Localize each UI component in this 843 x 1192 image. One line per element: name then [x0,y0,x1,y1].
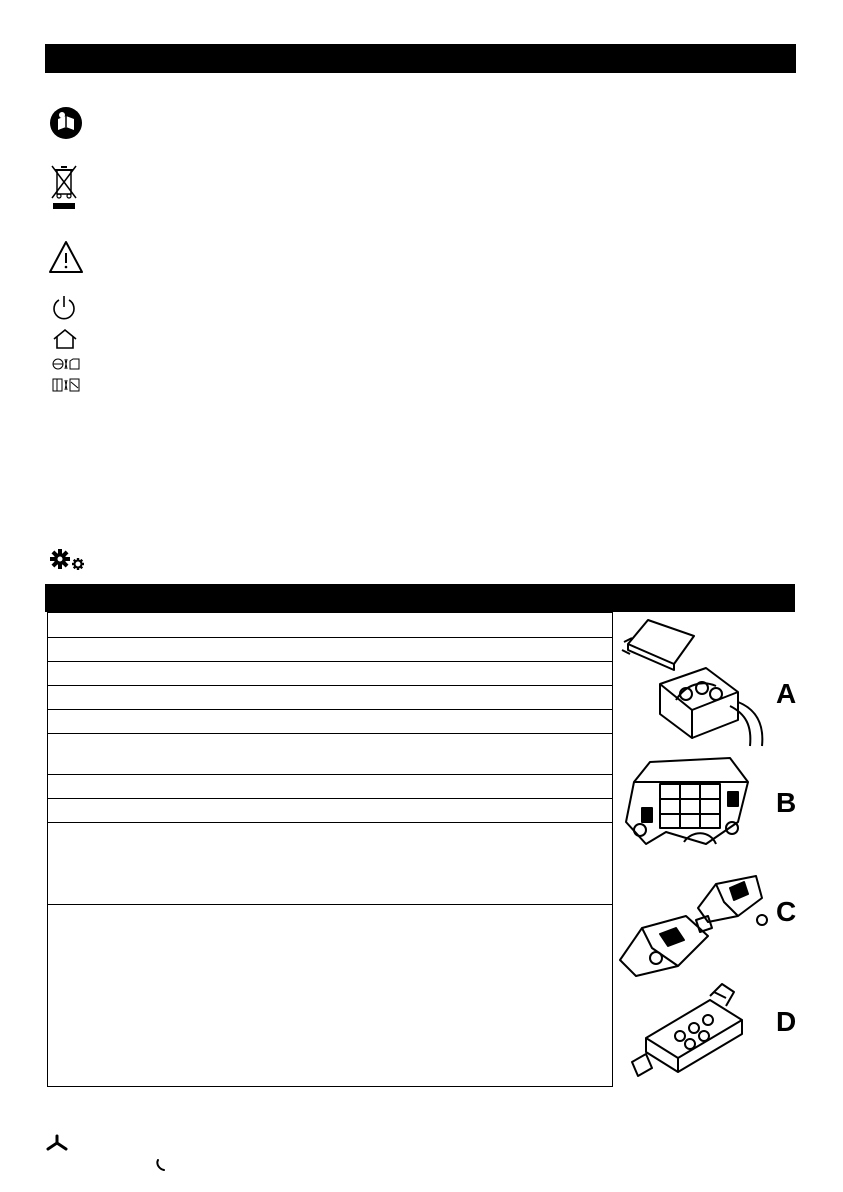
weee-crossed-bin-icon [50,164,78,210]
transformer-symbol-icon [51,356,81,372]
read-manual-icon [49,106,83,140]
warning-triangle-icon [48,240,84,274]
connector-box-open-lid-illustration [620,614,770,755]
illustration-label-c: C [776,896,797,927]
table-row [48,734,613,775]
table-row [48,905,613,1087]
illustration-label-a: A [776,678,797,709]
table-row [48,686,613,710]
table-row [48,638,613,662]
indoor-use-house-icon [52,328,78,350]
table-row [48,710,613,734]
inline-plug-connector-illustration [612,868,770,985]
table-row [48,662,613,686]
standby-power-icon [51,294,77,322]
table-row [48,799,613,823]
tripod-icon [45,1132,69,1152]
safety-transformer-symbol-icon [51,376,81,394]
phone-icon [155,1158,167,1172]
gears-icon [49,548,89,572]
illustration-label-d: D [776,1006,797,1037]
header-bar-specs [45,584,795,612]
junction-box-with-glands-illustration [626,976,752,1093]
header-bar-top [45,44,796,73]
illustration-label-b: B [776,787,797,818]
table-row [48,775,613,799]
table-row [48,613,613,638]
table-row [48,823,613,905]
connector-housing-open-illustration [620,752,770,867]
spec-table [47,612,613,1087]
